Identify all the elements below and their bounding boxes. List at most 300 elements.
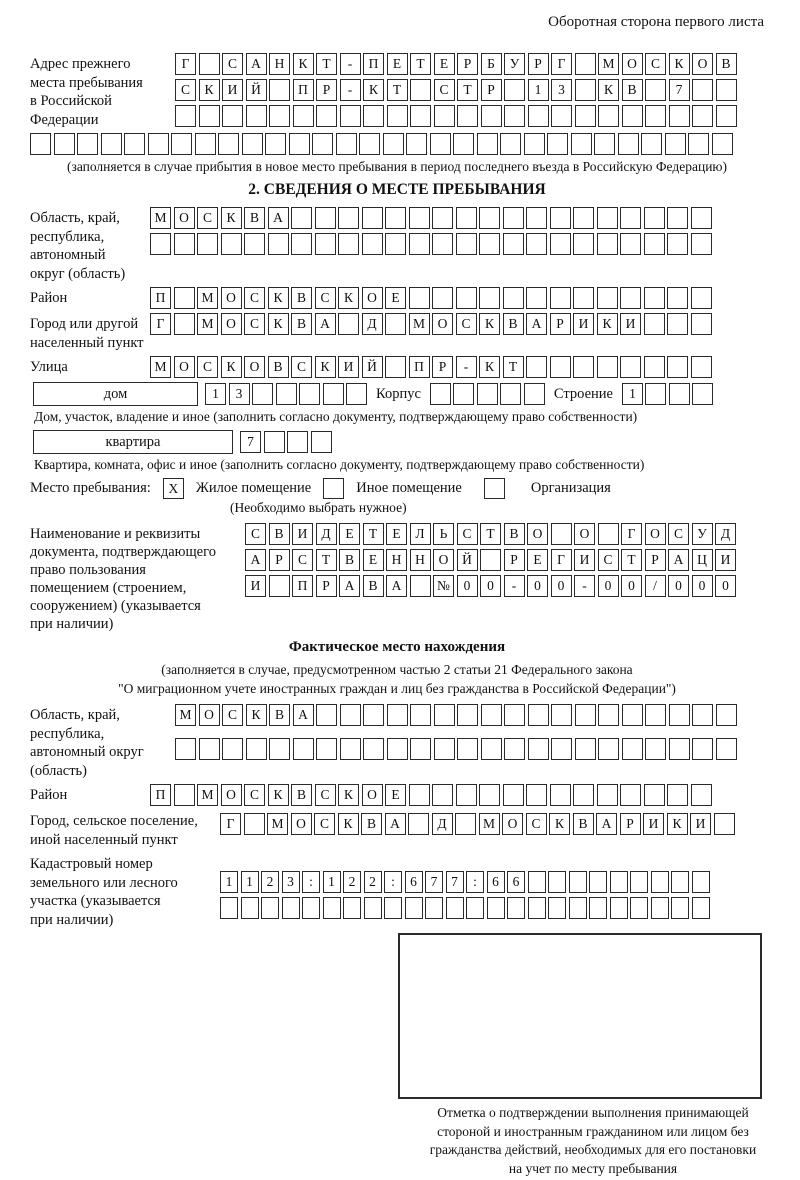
- char-box: К: [221, 207, 242, 229]
- char-box: [630, 897, 648, 919]
- char-box: Р: [645, 549, 666, 571]
- char-box: Т: [316, 53, 337, 75]
- char-box: М: [267, 813, 288, 835]
- char-box: В: [361, 813, 382, 835]
- char-box: [261, 897, 279, 919]
- char-box: [550, 356, 571, 378]
- char-box: 0: [692, 575, 713, 597]
- char-box: Ц: [692, 549, 713, 571]
- char-box: [571, 133, 592, 155]
- char-box: Д: [432, 813, 453, 835]
- char-box: [409, 784, 430, 806]
- char-box: [551, 523, 572, 545]
- char-box: [291, 207, 312, 229]
- char-box: Р: [504, 549, 525, 571]
- char-box: К: [246, 704, 267, 726]
- char-box: [456, 287, 477, 309]
- char-box: [644, 313, 665, 335]
- char-box: 6: [507, 871, 525, 893]
- label-line: документа, подтверждающего: [30, 544, 216, 560]
- char-box: К: [598, 79, 619, 101]
- char-box: С: [292, 549, 313, 571]
- char-box: [434, 738, 455, 760]
- char-box: М: [197, 784, 218, 806]
- char-box: [453, 133, 474, 155]
- char-box: [671, 897, 689, 919]
- actual-district-label: Район: [30, 787, 68, 803]
- char-box: [195, 133, 216, 155]
- char-box: [644, 287, 665, 309]
- char-box: [598, 105, 619, 127]
- char-box: [550, 287, 571, 309]
- char-box: [691, 287, 712, 309]
- actual-location-note: [30, 660, 764, 698]
- char-box: [669, 704, 690, 726]
- char-box: [241, 897, 259, 919]
- label-line: при наличии): [30, 616, 114, 632]
- char-box: -: [504, 575, 525, 597]
- char-box: К: [669, 53, 690, 75]
- char-box: [477, 133, 498, 155]
- char-box: Т: [621, 549, 642, 571]
- char-box: [430, 383, 451, 405]
- char-box: [548, 897, 566, 919]
- char-box: [667, 287, 688, 309]
- city-row: [150, 313, 712, 335]
- char-box: М: [197, 313, 218, 335]
- char-box: К: [338, 813, 359, 835]
- char-box: [692, 383, 713, 405]
- label-line: Город или другой: [30, 316, 139, 332]
- char-box: [311, 431, 332, 453]
- char-box: [362, 207, 383, 229]
- char-box: В: [622, 79, 643, 101]
- char-box: [598, 704, 619, 726]
- char-box: [487, 897, 505, 919]
- char-box: [548, 871, 566, 893]
- street-row: [150, 356, 712, 378]
- char-box: И: [222, 79, 243, 101]
- char-box: Е: [387, 53, 408, 75]
- char-box: [385, 356, 406, 378]
- char-box: О: [574, 523, 595, 545]
- char-box: [665, 133, 686, 155]
- char-box: 6: [405, 871, 423, 893]
- char-box: [269, 738, 290, 760]
- char-box: [387, 704, 408, 726]
- char-box: [528, 871, 546, 893]
- char-box: 3: [551, 79, 572, 101]
- char-box: [597, 233, 618, 255]
- char-box: [644, 233, 665, 255]
- document-row-2: [245, 549, 736, 571]
- char-box: О: [502, 813, 523, 835]
- char-box: :: [302, 871, 320, 893]
- district-row: [150, 287, 712, 309]
- char-box: [479, 233, 500, 255]
- char-box: С: [598, 549, 619, 571]
- actual-city-label: [30, 810, 220, 849]
- label-line: Федерации: [30, 111, 99, 128]
- char-box: О: [433, 549, 454, 571]
- label-line: республика,: [30, 725, 105, 742]
- char-box: [316, 738, 337, 760]
- char-box: Е: [363, 549, 384, 571]
- stroenie-cells: [622, 383, 714, 405]
- apartment-row: [30, 430, 764, 454]
- char-box: Й: [362, 356, 383, 378]
- char-box: П: [409, 356, 430, 378]
- stamp-caption: [378, 1104, 800, 1178]
- char-box: [430, 133, 451, 155]
- prev-address-row-3: [175, 105, 737, 127]
- document-row-1: [245, 523, 736, 545]
- prev-address-row-2: [175, 79, 737, 101]
- char-box: [692, 897, 710, 919]
- char-box: [528, 704, 549, 726]
- char-box: М: [479, 813, 500, 835]
- char-box: [466, 897, 484, 919]
- char-box: [526, 233, 547, 255]
- char-box: [569, 871, 587, 893]
- label-line: на учет по месту пребывания: [508, 1160, 678, 1176]
- char-box: [220, 897, 238, 919]
- char-box: [645, 704, 666, 726]
- char-box: 1: [528, 79, 549, 101]
- char-box: [589, 897, 607, 919]
- char-box: [597, 207, 618, 229]
- prev-address-block: [30, 53, 764, 129]
- char-box: 1: [323, 871, 341, 893]
- char-box: [293, 105, 314, 127]
- char-box: О: [221, 287, 242, 309]
- char-box: 0: [480, 575, 501, 597]
- char-box: [477, 383, 498, 405]
- char-box: Г: [551, 549, 572, 571]
- char-box: [383, 133, 404, 155]
- char-box: Р: [432, 356, 453, 378]
- label-line: Адрес прежнего: [30, 56, 131, 72]
- char-box: О: [291, 813, 312, 835]
- actual-region-rows: [175, 704, 737, 760]
- char-box: И: [715, 549, 736, 571]
- char-box: М: [150, 356, 171, 378]
- char-box: [688, 133, 709, 155]
- char-box: О: [174, 207, 195, 229]
- cadastre-rows: [220, 871, 710, 919]
- char-box: [692, 704, 713, 726]
- char-box: О: [622, 53, 643, 75]
- stay-type-option-other: Иное помещение: [356, 480, 462, 496]
- district-block: [30, 287, 764, 309]
- prev-address-note: (заполняется в случае прибытия в новое место пребывания в период последнего въезда в Российскую Федерацию): [66, 159, 728, 174]
- char-box: [716, 79, 737, 101]
- char-box: [620, 287, 641, 309]
- label-line: Отметка о подтверждении выполнения принимающей: [437, 1105, 749, 1120]
- char-box: -: [456, 356, 477, 378]
- city-label: [30, 313, 150, 352]
- label-line: помещением (строением,: [30, 580, 187, 596]
- char-box: [645, 105, 666, 127]
- document-block: [30, 523, 764, 633]
- char-box: [385, 313, 406, 335]
- char-box: С: [244, 287, 265, 309]
- char-box: [456, 784, 477, 806]
- char-box: [77, 133, 98, 155]
- cadastre-block: [30, 853, 764, 929]
- char-box: [282, 897, 300, 919]
- char-box: [503, 233, 524, 255]
- char-box: [481, 105, 502, 127]
- char-box: [101, 133, 122, 155]
- char-box: [575, 738, 596, 760]
- char-box: [691, 207, 712, 229]
- label-line: Наименование и реквизиты: [30, 526, 201, 542]
- char-box: [315, 233, 336, 255]
- char-box: [363, 704, 384, 726]
- char-box: [218, 133, 239, 155]
- label-line: сооружением) (указывается: [30, 598, 201, 614]
- char-box: О: [692, 53, 713, 75]
- char-box: [573, 287, 594, 309]
- char-box: [409, 233, 430, 255]
- char-box: [528, 105, 549, 127]
- char-box: [667, 207, 688, 229]
- char-box: [667, 233, 688, 255]
- char-box: 1: [220, 871, 238, 893]
- char-box: [338, 313, 359, 335]
- char-box: [692, 105, 713, 127]
- char-box: И: [292, 523, 313, 545]
- char-box: [265, 133, 286, 155]
- char-box: 2: [261, 871, 279, 893]
- char-box: 7: [240, 431, 261, 453]
- char-box: К: [199, 79, 220, 101]
- char-box: [716, 738, 737, 760]
- char-box: [524, 383, 545, 405]
- char-box: А: [268, 207, 289, 229]
- char-box: [597, 356, 618, 378]
- char-box: И: [338, 356, 359, 378]
- char-box: О: [527, 523, 548, 545]
- char-box: [528, 738, 549, 760]
- char-box: [387, 105, 408, 127]
- char-box: Т: [410, 53, 431, 75]
- label-line: Город, сельское поселение,: [30, 813, 198, 829]
- prev-address-rows: [175, 53, 737, 127]
- char-box: С: [315, 287, 336, 309]
- region-row-2: [150, 233, 712, 255]
- actual-city-block: [30, 810, 764, 849]
- char-box: [410, 105, 431, 127]
- label-line: земельного или лесного: [30, 874, 178, 891]
- section2-title: 2. СВЕДЕНИЯ О МЕСТЕ ПРЕБЫВАНИЯ: [248, 181, 546, 198]
- char-box: [387, 738, 408, 760]
- stay-type-checkbox-residential: X: [163, 478, 184, 499]
- char-box: Т: [457, 79, 478, 101]
- char-box: Р: [481, 79, 502, 101]
- actual-location-title: Фактическое место нахождения: [288, 639, 506, 655]
- char-box: [264, 431, 285, 453]
- actual-district-row: [150, 784, 712, 806]
- char-box: С: [222, 704, 243, 726]
- char-box: [323, 383, 344, 405]
- char-box: Р: [316, 79, 337, 101]
- char-box: М: [175, 704, 196, 726]
- char-box: [276, 383, 297, 405]
- label-line: Кадастровый номер: [30, 856, 153, 872]
- char-box: [408, 813, 429, 835]
- char-box: [221, 233, 242, 255]
- char-box: [199, 738, 220, 760]
- char-box: [246, 738, 267, 760]
- char-box: А: [668, 549, 689, 571]
- char-box: [716, 105, 737, 127]
- char-box: 0: [551, 575, 572, 597]
- char-box: 1: [205, 383, 226, 405]
- char-box: В: [504, 523, 525, 545]
- char-box: /: [645, 575, 666, 597]
- char-box: В: [269, 523, 290, 545]
- char-box: Н: [269, 53, 290, 75]
- char-box: [385, 233, 406, 255]
- char-box: [504, 105, 525, 127]
- district-label: Район: [30, 290, 68, 306]
- char-box: С: [457, 523, 478, 545]
- char-box: [550, 784, 571, 806]
- char-box: [551, 738, 572, 760]
- char-box: Н: [410, 549, 431, 571]
- char-box: Т: [363, 523, 384, 545]
- label-line: населенный пункт: [30, 334, 144, 351]
- char-box: Г: [150, 313, 171, 335]
- char-box: И: [573, 313, 594, 335]
- char-box: А: [293, 704, 314, 726]
- char-box: И: [245, 575, 266, 597]
- char-box: Д: [362, 313, 383, 335]
- char-box: [405, 897, 423, 919]
- char-box: [573, 784, 594, 806]
- char-box: И: [690, 813, 711, 835]
- char-box: С: [315, 784, 336, 806]
- char-box: [197, 233, 218, 255]
- char-box: [244, 233, 265, 255]
- label-line: при наличии): [30, 911, 114, 928]
- char-box: В: [363, 575, 384, 597]
- actual-district-block: [30, 784, 764, 806]
- char-box: М: [598, 53, 619, 75]
- char-box: Д: [316, 523, 337, 545]
- char-box: [457, 738, 478, 760]
- char-box: [456, 207, 477, 229]
- char-box: П: [292, 575, 313, 597]
- char-box: 1: [241, 871, 259, 893]
- actual-region-row-2: [175, 738, 737, 760]
- char-box: Г: [175, 53, 196, 75]
- label-line: иной населенный пункт: [30, 831, 178, 848]
- char-box: [622, 105, 643, 127]
- char-box: В: [339, 549, 360, 571]
- char-box: [575, 704, 596, 726]
- char-box: [425, 897, 443, 919]
- char-box: [175, 105, 196, 127]
- actual-region-row-1: [175, 704, 737, 726]
- char-box: :: [384, 871, 402, 893]
- korpus-label: Корпус: [376, 385, 421, 402]
- char-box: В: [503, 313, 524, 335]
- char-box: [644, 356, 665, 378]
- stamp-box: [398, 933, 762, 1099]
- char-box: [481, 738, 502, 760]
- char-box: В: [244, 207, 265, 229]
- char-box: [620, 784, 641, 806]
- char-box: Г: [220, 813, 241, 835]
- char-box: [620, 207, 641, 229]
- char-box: [641, 133, 662, 155]
- char-box: [550, 207, 571, 229]
- char-box: Н: [386, 549, 407, 571]
- char-box: [312, 133, 333, 155]
- char-box: [432, 233, 453, 255]
- stay-type-row: [30, 478, 764, 499]
- char-box: [432, 784, 453, 806]
- char-box: А: [339, 575, 360, 597]
- label-line: "О миграционном учете иностранных граждан и лиц без гражданства в Российской Федерации"): [118, 681, 676, 696]
- char-box: Р: [620, 813, 641, 835]
- char-box: [446, 897, 464, 919]
- char-box: С: [197, 356, 218, 378]
- char-box: [338, 233, 359, 255]
- char-box: К: [315, 356, 336, 378]
- char-box: [667, 356, 688, 378]
- char-box: [293, 738, 314, 760]
- char-box: Т: [316, 549, 337, 571]
- street-block: [30, 356, 764, 378]
- char-box: -: [574, 575, 595, 597]
- char-box: [547, 133, 568, 155]
- label-line: Область, край,: [30, 707, 120, 723]
- char-box: А: [245, 549, 266, 571]
- document-row-3: [245, 575, 736, 597]
- stroenie-label: Строение: [553, 385, 613, 402]
- char-box: [594, 133, 615, 155]
- page-side-note: Оборотная сторона первого листа: [548, 14, 764, 30]
- char-box: [343, 897, 361, 919]
- char-box: Й: [246, 79, 267, 101]
- char-box: К: [221, 356, 242, 378]
- char-box: [323, 897, 341, 919]
- char-box: [457, 704, 478, 726]
- label-line: округ (область): [30, 265, 126, 282]
- char-box: С: [222, 53, 243, 75]
- char-box: К: [338, 784, 359, 806]
- char-box: [524, 133, 545, 155]
- city-block: [30, 313, 764, 352]
- char-box: Е: [385, 287, 406, 309]
- char-box: [244, 813, 265, 835]
- char-box: [287, 431, 308, 453]
- char-box: [645, 79, 666, 101]
- char-box: [410, 738, 431, 760]
- char-box: К: [597, 313, 618, 335]
- char-box: [222, 105, 243, 127]
- char-box: [526, 207, 547, 229]
- actual-city-row: [220, 813, 735, 835]
- char-box: С: [245, 523, 266, 545]
- char-box: [54, 133, 75, 155]
- char-box: К: [293, 53, 314, 75]
- char-box: [268, 233, 289, 255]
